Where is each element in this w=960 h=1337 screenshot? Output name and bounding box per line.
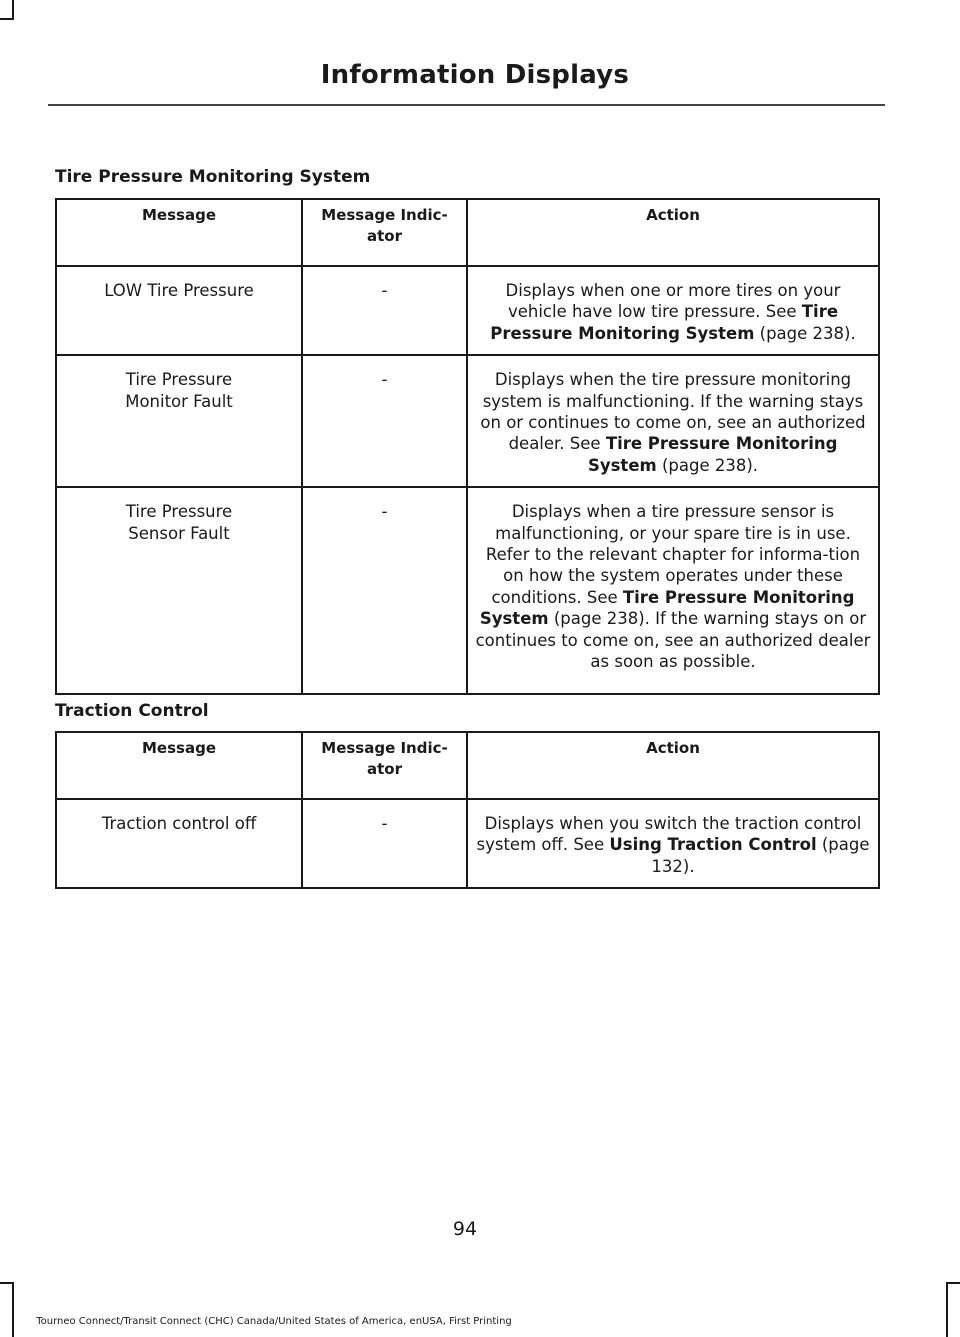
table-row xyxy=(56,355,879,487)
section-title-traction: Traction Control xyxy=(55,701,209,721)
crop-mark xyxy=(0,18,14,20)
crop-mark xyxy=(12,0,14,20)
table-header-row xyxy=(56,199,879,266)
cross-reference-link[interactable]: Tire Pressure Monitoring System xyxy=(479,587,855,629)
action-text: Displays when the tire pressure monitoring system is malfunctioning. If the warning stays on or continues to come on, see an authorized dealer. See xyxy=(480,370,866,454)
cross-reference-link[interactable]: Using Traction Control xyxy=(609,835,817,855)
header-rule xyxy=(48,104,885,106)
column-header-indicator: Message Indic- ator xyxy=(302,199,467,266)
message-cell: LOW Tire Pressure xyxy=(56,266,302,355)
action-cell xyxy=(467,487,879,694)
action-cell xyxy=(467,266,879,355)
action-text: Displays when you switch the traction control system off. See xyxy=(476,814,862,855)
page-reference: (page 238). xyxy=(754,323,856,343)
action-cell xyxy=(467,799,879,888)
table-row xyxy=(56,487,879,694)
footer-text: Tourneo Connect/Transit Connect (CHC) Canada/United States of America, enUSA, First Printing xyxy=(36,1316,512,1327)
table-row xyxy=(56,266,879,355)
crop-mark xyxy=(12,1282,14,1337)
message-cell: Traction control off xyxy=(56,799,302,888)
section-title-tpms: Tire Pressure Monitoring System xyxy=(55,167,371,187)
indicator-cell: - xyxy=(302,487,467,694)
column-header-action: Action xyxy=(467,199,879,266)
crop-mark xyxy=(0,1282,14,1284)
table-row xyxy=(56,799,879,888)
action-text: Displays when one or more tires on your vehicle have low tire pressure. See xyxy=(505,281,841,322)
indicator-cell: - xyxy=(302,266,467,355)
column-header-action: Action xyxy=(467,732,879,799)
message-cell: Tire Pressure Monitor Fault xyxy=(56,355,302,487)
column-header-message: Message xyxy=(56,732,302,799)
action-text: If the warning stays on or continues to come on, see an authorized dealer as soon as possible. xyxy=(475,609,871,672)
crop-mark xyxy=(946,1282,960,1284)
table-header-row xyxy=(56,732,879,799)
cross-reference-link[interactable]: Tire Pressure Monitoring System xyxy=(490,302,839,343)
crop-mark xyxy=(946,1282,948,1337)
traction-table xyxy=(55,731,880,889)
page-number: 94 xyxy=(452,1218,478,1240)
tpms-table xyxy=(55,198,880,695)
column-header-message: Message xyxy=(56,199,302,266)
indicator-cell: - xyxy=(302,355,467,487)
page-reference: (page 238). xyxy=(548,609,650,629)
action-text: Displays when a tire pressure sensor is malfunctioning, or your spare tire is in use. Refer to the relevant chapter for informa-tion on how the system operates under these conditions. See xyxy=(485,502,861,607)
message-cell: Tire Pressure Sensor Fault xyxy=(56,487,302,694)
page-reference: (page 238). xyxy=(656,455,759,475)
cross-reference-link[interactable]: Tire Pressure Monitoring System xyxy=(587,434,838,475)
page-title: Information Displays xyxy=(320,60,629,90)
indicator-cell: - xyxy=(302,799,467,888)
column-header-indicator: Message Indic- ator xyxy=(302,732,467,799)
page-reference: (page 132). xyxy=(651,835,870,876)
action-cell xyxy=(467,355,879,487)
